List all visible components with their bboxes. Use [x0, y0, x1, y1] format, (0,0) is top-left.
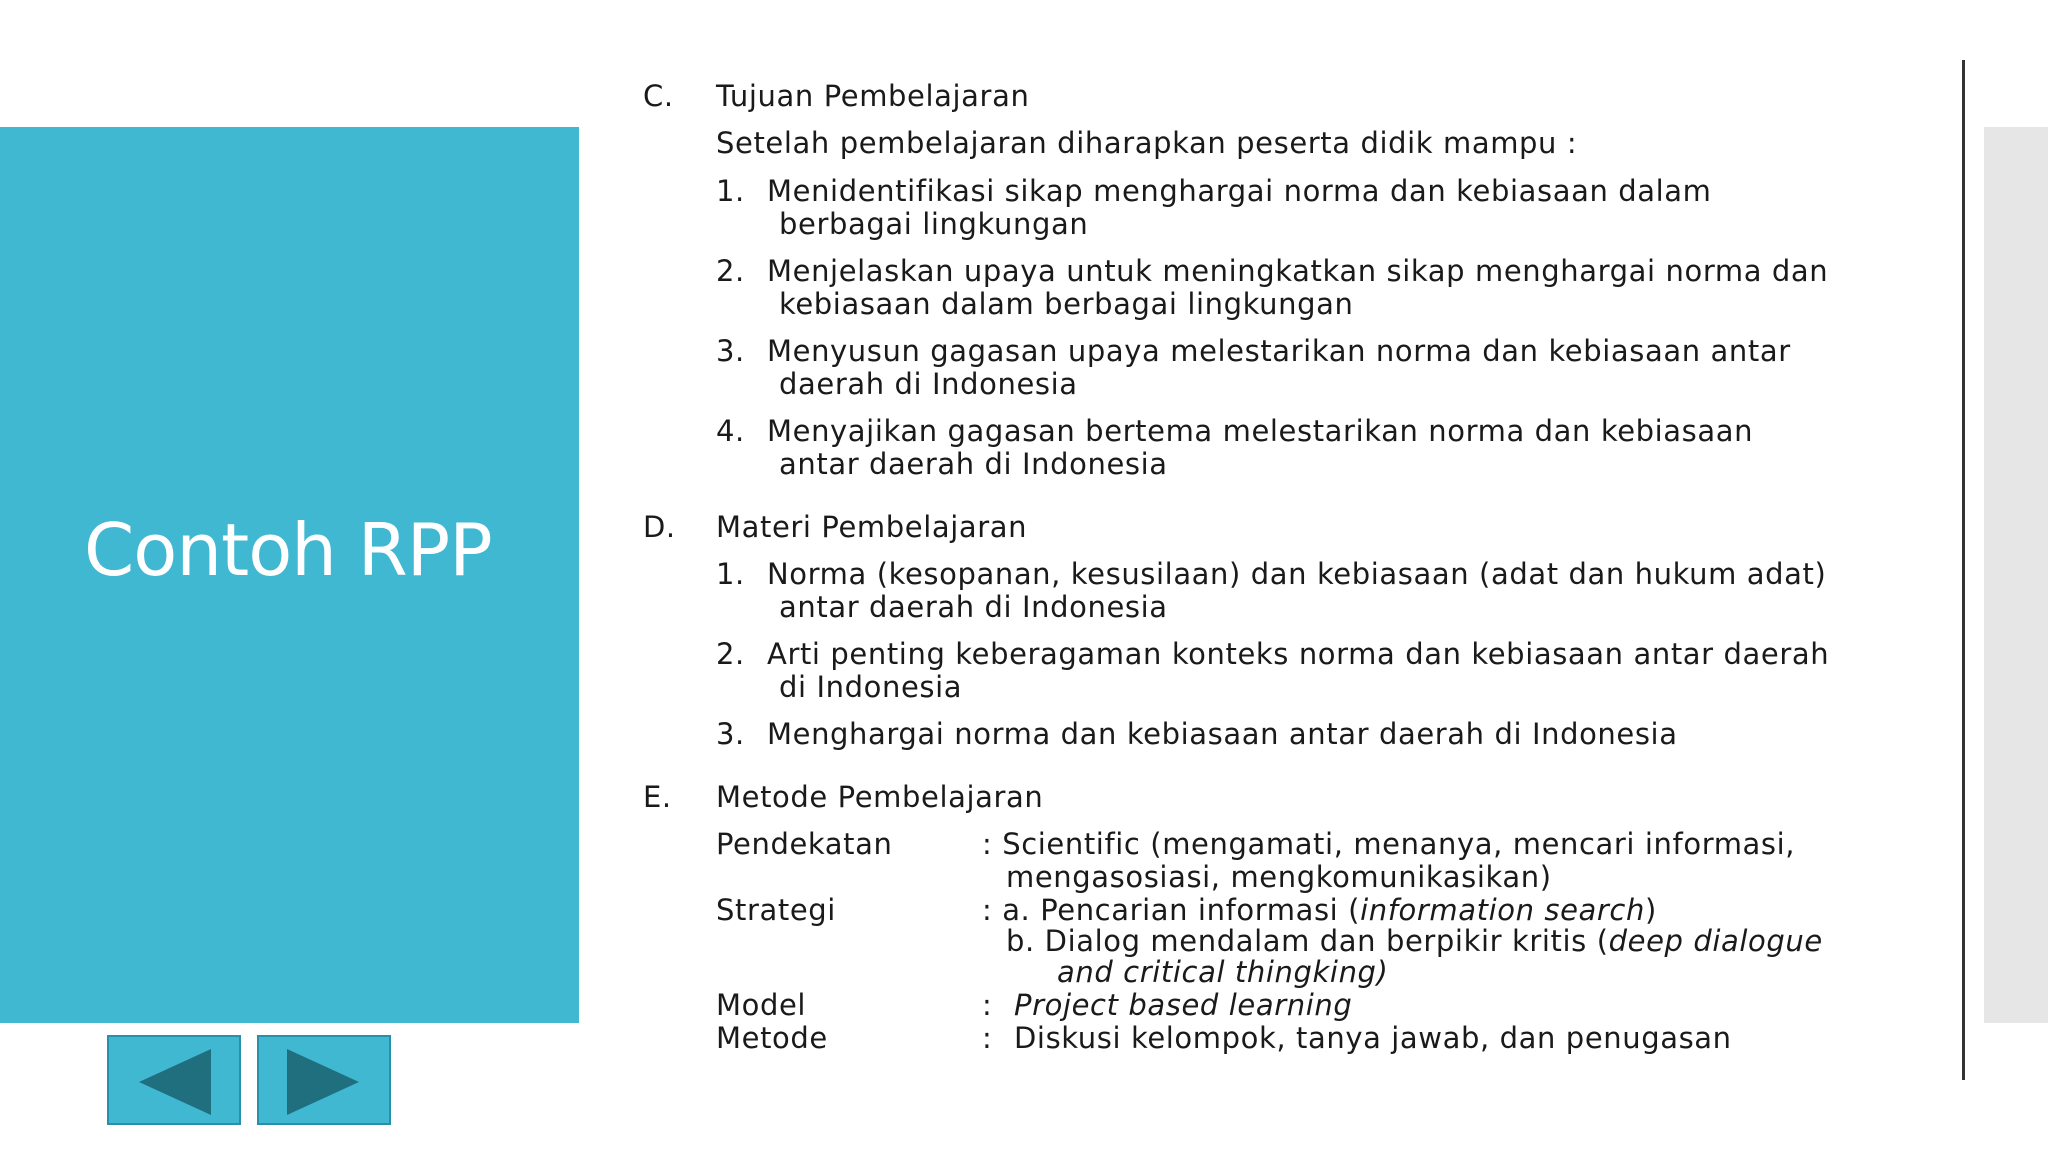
method-value-continued: and critical thingking) — [1057, 955, 1389, 989]
list-item-continued: antar daerah di Indonesia — [779, 447, 1168, 481]
list-item: Menghargai norma dan kebiasaan antar daerah di Indonesia — [767, 717, 1678, 751]
section-letter: C. — [643, 79, 674, 113]
list-item-continued: antar daerah di Indonesia — [779, 590, 1168, 624]
list-item: Menyusun gagasan upaya melestarikan norma dan kebiasaan antar — [767, 334, 1791, 368]
list-item: Arti penting keberagaman konteks norma dan kebiasaan antar daerah — [767, 637, 1830, 671]
list-item: Norma (kesopanan, kesusilaan) dan kebiasaan (adat dan hukum adat) — [767, 557, 1827, 591]
section-letter: D. — [643, 510, 676, 544]
list-number: 2. — [716, 637, 745, 671]
list-item-continued: daerah di Indonesia — [779, 367, 1078, 401]
method-colon: : — [982, 1021, 993, 1055]
slide-title: Contoh RPP — [84, 508, 492, 592]
list-item: Menyajikan gagasan bertema melestarikan norma dan kebiasaan — [767, 414, 1754, 448]
method-label: Pendekatan — [716, 827, 893, 861]
method-label: Metode — [716, 1021, 828, 1055]
list-number: 1. — [716, 174, 745, 208]
method-value: Project based learning — [1014, 988, 1353, 1022]
method-colon: : — [982, 988, 993, 1022]
method-label: Strategi — [716, 893, 836, 927]
method-value-continued: mengasosiasi, mengkomunikasikan) — [1006, 860, 1552, 894]
list-number: 1. — [716, 557, 745, 591]
section-heading: Tujuan Pembelajaran — [716, 79, 1030, 113]
method-value-continued: b. Dialog mendalam dan berpikir kritis (deep dialogue — [1006, 924, 1823, 958]
section-heading: Metode Pembelajaran — [716, 780, 1044, 814]
list-item: Menidentifikasi sikap menghargai norma dan kebiasaan dalam — [767, 174, 1712, 208]
list-number: 3. — [716, 717, 745, 751]
list-item-continued: berbagai lingkungan — [779, 207, 1089, 241]
list-number: 3. — [716, 334, 745, 368]
list-number: 4. — [716, 414, 745, 448]
list-item: Menjelaskan upaya untuk meningkatkan sikap menghargai norma dan — [767, 254, 1829, 288]
section-heading: Materi Pembelajaran — [716, 510, 1028, 544]
section-letter: E. — [643, 780, 672, 814]
method-value: : a. Pencarian informasi (information search) — [982, 893, 1657, 927]
list-item-continued: kebiasaan dalam berbagai lingkungan — [779, 287, 1354, 321]
method-label: Model — [716, 988, 807, 1022]
list-number: 2. — [716, 254, 745, 288]
section-intro: Setelah pembelajaran diharapkan peserta didik mampu : — [716, 126, 1578, 160]
method-value: : Scientific (mengamati, menanya, mencari informasi, — [982, 827, 1796, 861]
method-value: Diskusi kelompok, tanya jawab, dan penugasan — [1014, 1021, 1732, 1055]
list-item-continued: di Indonesia — [779, 670, 963, 704]
